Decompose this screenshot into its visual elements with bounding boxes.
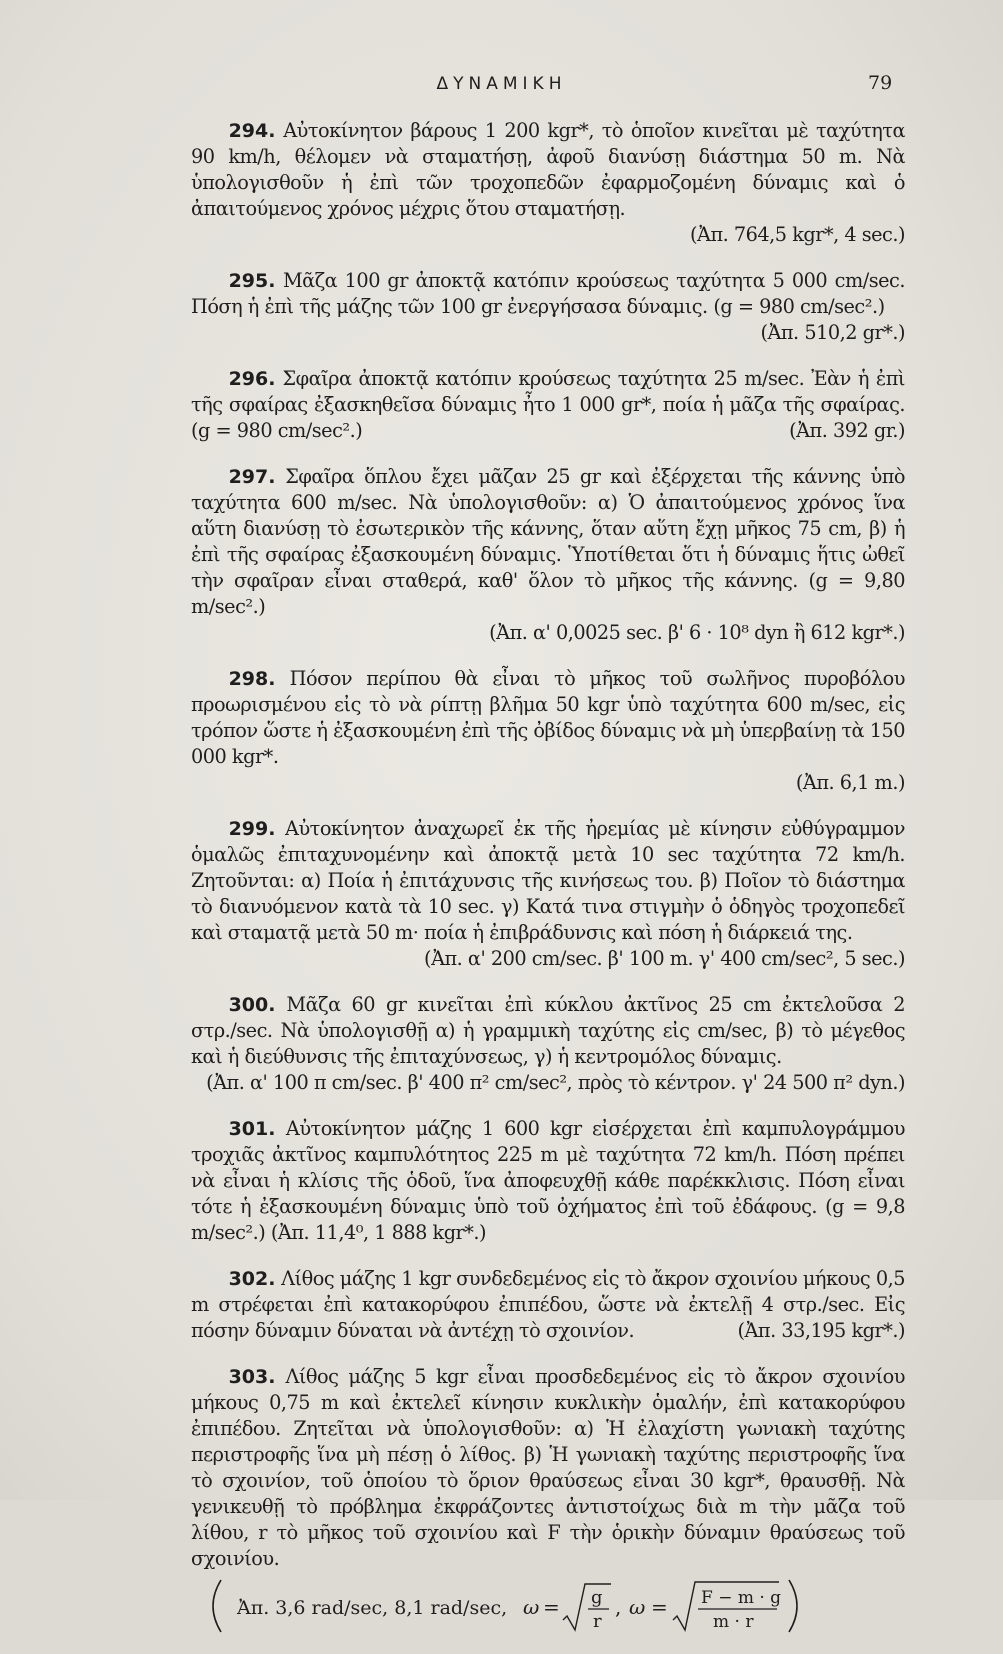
fraction-numerator: F − m · g — [701, 1588, 782, 1608]
problem-299 — [191, 816, 905, 972]
problem-text: Αὐτοκίνητον βάρους 1 200 kgr*, τὸ ὁποῖον κινεῖται μὲ ταχύτητα 90 km/h, θέλομεν νὰ σταματήσῃ, ἀφοῦ διανύσῃ διάστημα 50 m. Νὰ ὑπολογισθοῦν ἡ ἐπὶ τῶν τροχοπεδῶν ἐφαρμοζομένη δύναμις καὶ ὁ ἀπαιτούμενος χρόνος μέχρις ὅτου σταματήσῃ. — [191, 119, 905, 220]
problem-302 — [191, 1266, 905, 1344]
problem-text: Πόσον περίπου θὰ εἶναι τὸ μῆκος τοῦ σωλῆνος πυροβόλου προωρισμένου εἰς τὸ νὰ ρίπτῃ βλῆμα 50 kgr ὑπὸ ταχύτητα 600 m/sec, εἰς τρόπον ὥστε ἡ ἐξασκουμένη ἐπὶ τῆς ὀβίδος δύναμις νὰ μὴ ὑπερβαίνῃ τὰ 150 000 kgr*. — [191, 667, 905, 768]
equals-sign: = — [543, 1595, 560, 1619]
problem-number: 297. — [228, 466, 276, 488]
problem-answer: (Ἀπ. 6,1 m.) — [795, 771, 905, 794]
problem-295 — [191, 268, 905, 346]
problem-301 — [191, 1116, 905, 1246]
omega-symbol: ω — [629, 1595, 646, 1619]
problem-answer: (Ἀπ. 11,4⁰, 1 888 kgr*.) — [270, 1221, 487, 1244]
sqrt-sign — [563, 1584, 611, 1630]
problem-answer: (Ἀπ. 33,195 kgr*.) — [737, 1319, 905, 1342]
answer-text: Ἀπ. 3,6 rad/sec, 8,1 rad/sec, — [237, 1597, 508, 1619]
comma: , — [615, 1595, 622, 1619]
problem-answer: (Ἀπ. 510,2 gr*.) — [760, 321, 905, 344]
problem-294 — [191, 118, 905, 248]
equals-sign: = — [651, 1595, 668, 1619]
problem-number: 300. — [228, 994, 276, 1016]
problem-297 — [191, 464, 905, 646]
problem-number: 295. — [228, 270, 276, 292]
problem-number: 294. — [228, 120, 276, 142]
problem-answer: (Ἀπ. 392 gr.) — [789, 419, 905, 442]
problem-text: Σφαῖρα ἀποκτᾷ κατόπιν κρούσεως ταχύτητα 25 m/sec. Ἐὰν ἡ ἐπὶ τῆς σφαίρας ἐξασκηθεῖσα δύναμις ἦτο 1 000 gr*, ποία ἡ μᾶζα τῆς σφαίρας. (g = 980 cm/sec².) — [191, 367, 905, 442]
problems-block — [191, 118, 905, 1654]
omega-symbol: ω — [523, 1595, 540, 1619]
problem-answer: (Ἀπ. α' 100 π cm/sec. β' 400 π² cm/sec², πρὸς τὸ κέντρον. γ' 24 500 π² dyn.) — [206, 1071, 905, 1094]
right-paren — [789, 1580, 797, 1632]
problem-answer: (Ἀπ. α' 0,0025 sec. β' 6 · 10⁸ dyn ἢ 612 kgr*.) — [489, 621, 905, 644]
problem-300 — [191, 992, 905, 1096]
problem-text: Αὐτοκίνητον μάζης 1 600 kgr εἰσέρχεται ἐπὶ καμπυλογράμμου τροχιᾶς ἀκτῖνος καμπυλότητος 225 m μὲ ταχύτητα 72 km/h. Πόση πρέπει νὰ εἶναι ἡ κλίσις τῆς ὁδοῦ, ἵνα ἀποφευχθῇ κάθε παρέκκλισις. Πόση εἶναι τότε ἡ ἐξασκουμένη δύναμις ὑπὸ τοῦ ὀχήματος ἐπὶ τοῦ ἐδάφους. (g = 9,8 m/sec².) — [191, 1117, 905, 1244]
problem-text: Λίθος μάζης 5 kgr εἶναι προσδεδεμένος εἰς τὸ ἄκρον σχοινίου μήκους 0,75 m καὶ ἐκτελεῖ κίνησιν κυκλικὴν ὁμαλήν, ἐπὶ κατακορύφου ἐπιπέδου. Ζητεῖται νὰ ὑπολογισθοῦν: α) Ἡ ἐλαχίστη γωνιακὴ ταχύτης περιστροφῆς ἵνα μὴ πέσῃ ὁ λίθος. β) Ἡ γωνιακὴ ταχύτης περιστροφῆς ἵνα τὸ σχοινίον, τοῦ ὁποίου τὸ ὅριον θραύσεως εἶναι 30 kgr*, θραυσθῇ. Νὰ γενικευθῇ τὸ πρόβλημα ἐκφράζοντες ἀντιστοίχως διὰ m τὴν μᾶζα τοῦ λίθου, r τὸ μῆκος τοῦ σχοινίου καὶ F τὴν ὁρικὴν δύναμιν θραύσεως τοῦ σχοινίου. — [191, 1365, 905, 1570]
problem-answer: (Ἀπ. 764,5 kgr*, 4 sec.) — [690, 223, 905, 246]
fraction-numerator: g — [591, 1587, 603, 1608]
fraction-denominator: m · r — [713, 1612, 754, 1632]
problem-number: 299. — [228, 818, 276, 840]
formula-svg — [191, 1578, 905, 1634]
problem-number: 298. — [228, 668, 276, 690]
fraction-denominator: r — [593, 1611, 602, 1632]
problem-298 — [191, 666, 905, 796]
problem-text: Μᾶζα 100 gr ἀποκτᾷ κατόπιν κρούσεως ταχύτητα 5 000 cm/sec. Πόση ἡ ἐπὶ τῆς μάζης τῶν 100 gr ἐνεργήσασα δύναμις. (g = 980 cm/sec².) — [191, 269, 905, 318]
problem-text: Μᾶζα 60 gr κινεῖται ἐπὶ κύκλου ἀκτῖνος 25 cm ἐκτελοῦσα 2 στρ./sec. Νὰ ὑπολογισθῇ α) ἡ γραμμικὴ ταχύτης εἰς cm/sec, β) τὸ μέγεθος καὶ ἡ διεύθυνσις τῆς ἐπιταχύνσεως, γ) ἡ κεντρομόλος δύναμις. — [191, 993, 905, 1068]
left-paren — [213, 1580, 221, 1632]
problem-text: Λίθος μάζης 1 kgr συνδεδεμένος εἰς τὸ ἄκρον σχοινίου μήκους 0,5 m στρέφεται ἐπὶ κατακορύφου ἐπιπέδου, ὥστε νὰ ἐκτελῇ 4 στρ./sec. Εἰς πόσην δύναμιν δύναται νὰ ἀντέχῃ τὸ σχοινίον. — [191, 1267, 905, 1342]
answer-formula — [191, 1578, 905, 1634]
problem-text: Αὐτοκίνητον ἀναχωρεῖ ἐκ τῆς ἠρεμίας μὲ κίνησιν εὐθύγραμμον ὁμαλῶς ἐπιταχυνομένην καὶ ἀποκτᾷ μετὰ 10 sec ταχύτητα 72 km/h. Ζητοῦνται: α) Ποία ἡ ἐπιτάχυνσις τῆς κινήσεως του. β) Ποῖον τὸ διάστημα τὸ διανυόμενον κατὰ τὰ 10 sec. γ) Κατά τινα στιγμὴν ὁ ὁδηγὸς τροχοπεδεῖ καὶ σταματᾷ μετὰ 50 m· ποία ἡ ἐπιβράδυνσις καὶ πόση ἡ διάρκειά της. — [191, 817, 905, 944]
problem-text: Σφαῖρα ὅπλου ἔχει μᾶζαν 25 gr καὶ ἐξέρχεται τῆς κάννης ὑπὸ ταχύτητα 600 m/sec. Νὰ ὑπολογισθοῦν: α) Ὁ ἀπαιτούμενος χρόνος ἵνα αὕτη διανύσῃ τὸ ἐσωτερικὸν τῆς κάννης, ὅταν αὕτη ἔχῃ μῆκος 75 cm, β) ἡ ἐπὶ τῆς σφαίρας ἐξασκουμένη δύναμις. Ὑποτίθεται ὅτι ἡ δύναμις ἥτις ὠθεῖ τὴν σφαῖραν εἶναι σταθερά, καθ' ὅλον τὸ μῆκος τῆς κάννης. (g = 9,80 m/sec².) — [191, 465, 905, 618]
running-head: ΔΥΝΑΜΙΚΗ — [436, 74, 567, 94]
problem-number: 301. — [228, 1118, 276, 1140]
page-number: 79 — [868, 72, 893, 94]
problem-answer: (Ἀπ. α' 200 cm/sec. β' 100 m. γ' 400 cm/sec², 5 sec.) — [424, 947, 905, 970]
problem-296 — [191, 366, 905, 444]
problem-303 — [191, 1364, 905, 1634]
problem-number: 296. — [228, 368, 276, 390]
problem-number: 303. — [228, 1366, 276, 1388]
problem-number: 302. — [228, 1268, 276, 1290]
